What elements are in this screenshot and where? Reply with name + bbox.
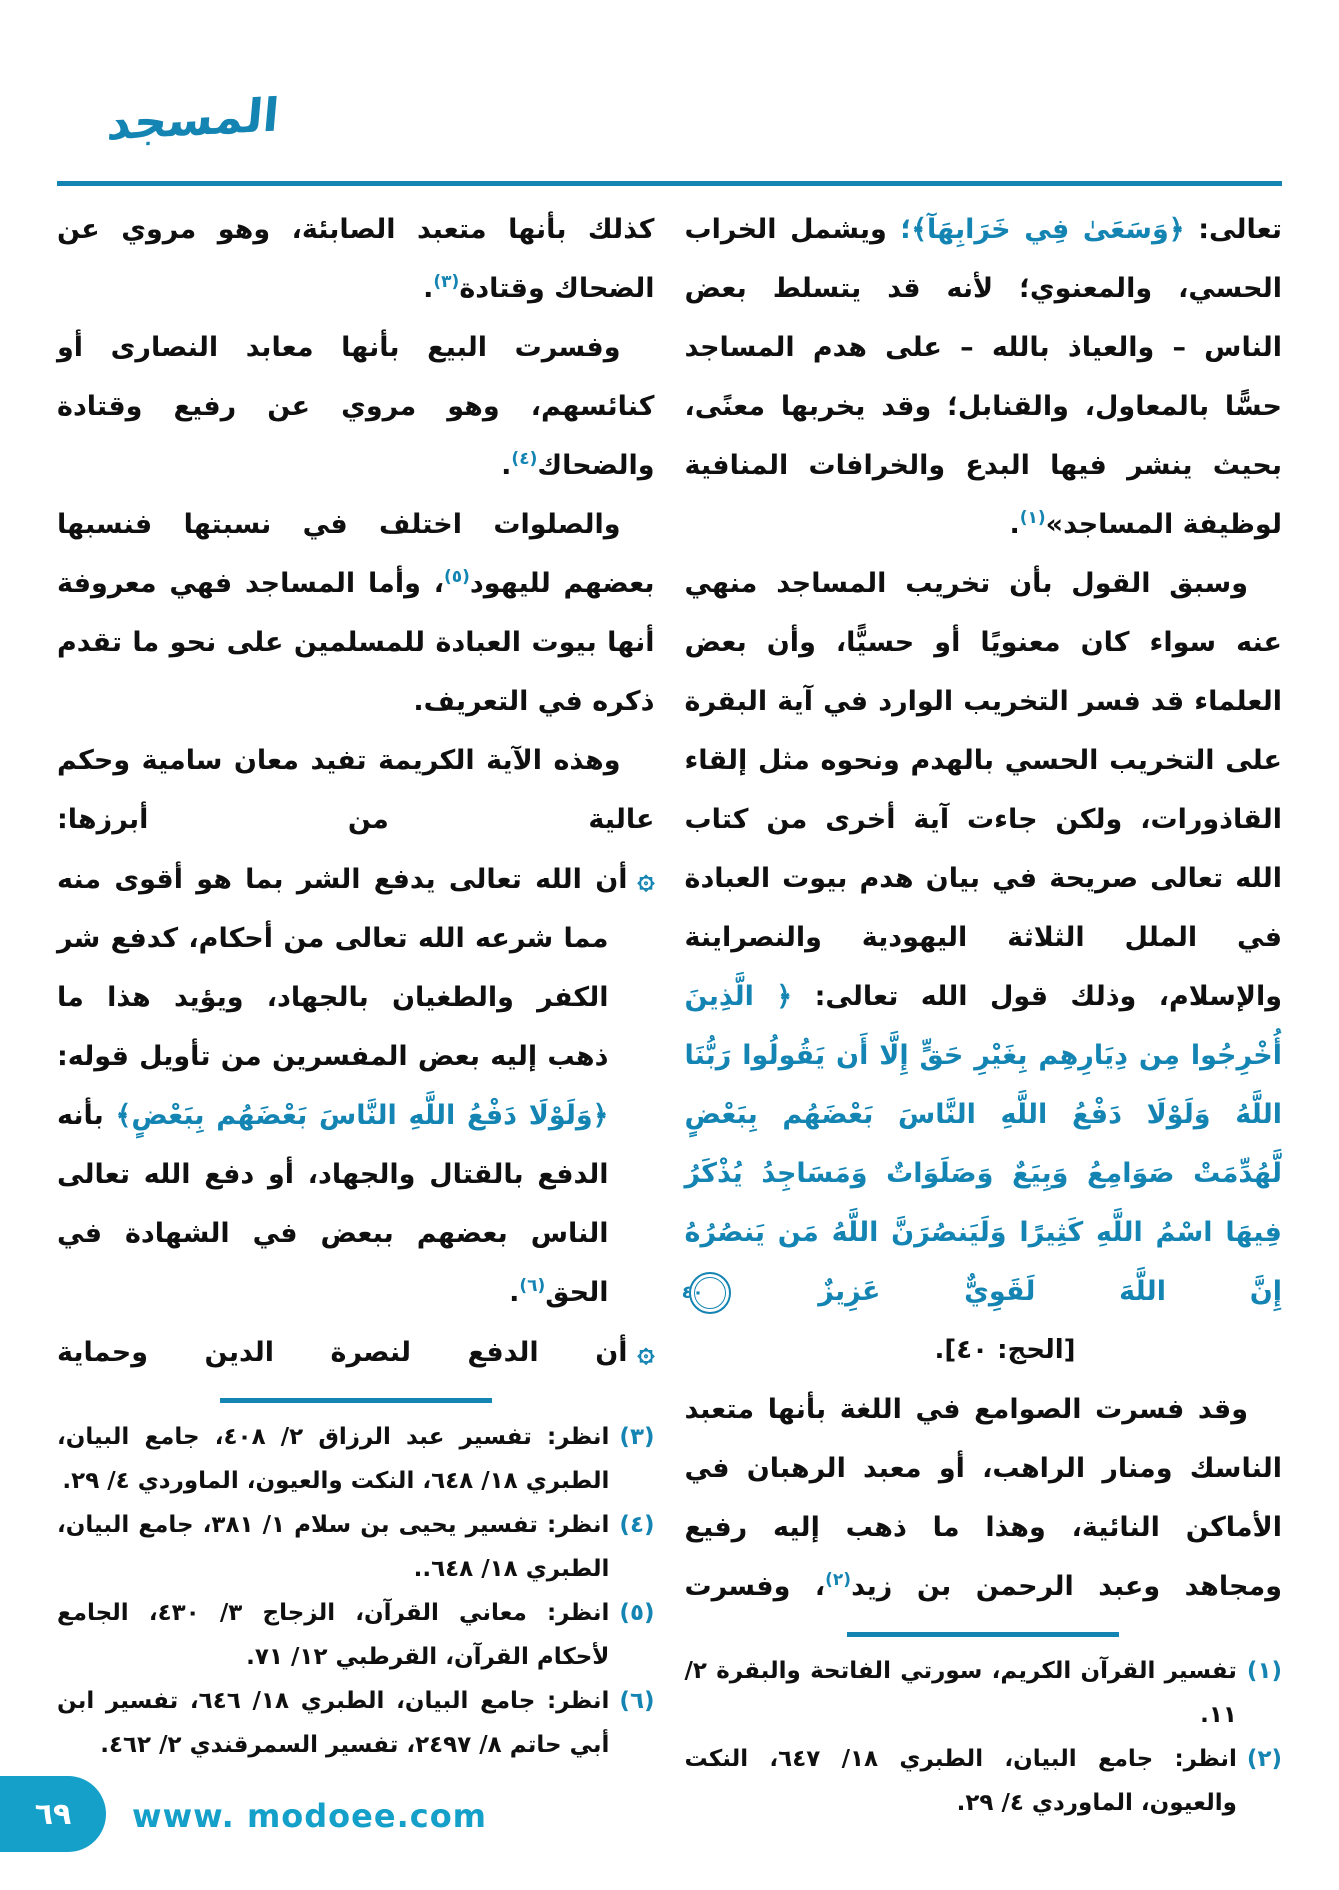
footnote-text: انظر: جامع البيان، الطبري ١٨/ ٦٤٧، النكت والعيون، الماوردي ٤/ ٢٩. bbox=[684, 1746, 1237, 1816]
footnote-number: (٥) bbox=[619, 1600, 655, 1626]
ayah-number-medallion: ٤٠ bbox=[689, 1272, 731, 1314]
body-text: بأنه الدفع بالقتال والجهاد، أو دفع الله تعالى الناس بعضهم ببعض في الشهادة في الحق bbox=[57, 1100, 609, 1308]
footnote-number: (٦) bbox=[619, 1688, 655, 1714]
quran-quote: ﴿ الَّذِينَ أُخْرِجُوا مِن دِيَارِهِم بِغَيْرِ حَقٍّ إِلَّا أَن يَقُولُوا رَبُّنَا اللَّهُ وَلَوْلَا دَفْعُ اللَّهِ النَّاسَ بَعْضَهُم بِبَعْضٍ لَّهُدِّمَتْ صَوَامِعُ وَبِيَعٌ وَصَلَوَاتٌ وَمَسَاجِدُ يُذْكَرُ فِيهَا اسْمُ اللَّهِ كَثِيرًا وَلَيَنصُرَنَّ اللَّهُ مَن يَنصُرُهُ إِنَّ اللَّهَ لَقَوِيٌّ عَزِيزٌ bbox=[684, 981, 1282, 1307]
two-column-layout bbox=[57, 200, 1282, 1825]
column-right bbox=[681, 200, 1283, 1825]
footnote-text: انظر: تفسير يحيى بن سلام ١/ ٣٨١، جامع البيان، الطبري ١٨/ ٦٤٨.. bbox=[57, 1512, 610, 1582]
bullet-paragraph bbox=[57, 1322, 655, 1382]
body-text: أن الله تعالى يدفع الشر بما هو أقوى منه مما شرعه الله تعالى من أحكام، كدفع شر الكفر والطغيان بالجهاد، ويؤيد هذا ما ذهب إليه بعض المفسرين من تأويل قوله: bbox=[57, 864, 628, 1072]
body-text: ، وأما المساجد فهي معروفة أنها بيوت العبادة للمسلمين على نحو ما تقدم ذكره في التعريف. bbox=[57, 568, 655, 717]
footnote-text: تفسير القرآن الكريم، سورتي الفاتحة والبقرة ٢/ ١١. bbox=[684, 1658, 1237, 1728]
footnote-marker: (٤) bbox=[511, 449, 538, 469]
footnote-item bbox=[685, 1649, 1283, 1737]
quran-quote: ﴿وَلَوْلَا دَفْعُ اللَّهِ النَّاسَ بَعْضَهُم بِبَعْضٍ﴾ bbox=[115, 1100, 609, 1131]
footnote-item bbox=[685, 1737, 1283, 1825]
paragraph bbox=[57, 200, 655, 318]
flower-bullet-icon: ۞ bbox=[637, 1334, 655, 1368]
paragraph bbox=[685, 1380, 1283, 1616]
flower-bullet-icon: ۞ bbox=[637, 861, 655, 895]
paragraph bbox=[685, 200, 1283, 554]
body-text: وهذه الآية الكريمة تفيد معان سامية وحكم عالية من أبرزها: bbox=[57, 745, 655, 835]
paragraph bbox=[57, 495, 655, 731]
paragraph bbox=[57, 318, 655, 495]
body-text: ، وفسرت bbox=[684, 1571, 826, 1602]
footnote-text: انظر: جامع البيان، الطبري ١٨/ ٦٤٦، تفسير ابن أبي حاتم ٨/ ٢٤٩٧، تفسير السمرقندي ٢/ ٤٦٢. bbox=[57, 1688, 610, 1758]
column-left bbox=[57, 200, 655, 1825]
footnote-text: انظر: تفسير عبد الرزاق ٢/ ٤٠٨، جامع البيان، الطبري ١٨/ ٦٤٨، النكت والعيون، الماوردي ٤/ ٢٩. bbox=[57, 1424, 610, 1494]
body-text: والصلوات اختلف في نسبتها فنسبها بعضهم لليهود bbox=[57, 509, 655, 599]
footnote-text: انظر: معاني القرآن، الزجاج ٣/ ٤٣٠، الجامع لأحكام القرآن، القرطبي ١٢/ ٧١. bbox=[57, 1600, 610, 1670]
footnote-marker: (٥) bbox=[443, 567, 470, 587]
page-number-tab bbox=[0, 1776, 106, 1852]
paragraph bbox=[681, 554, 1283, 1321]
paragraph bbox=[57, 731, 655, 849]
footnote-item bbox=[57, 1415, 655, 1503]
footnote-marker: (٢) bbox=[825, 1570, 852, 1590]
footnote-number: (٣) bbox=[619, 1424, 655, 1450]
footnote-item bbox=[57, 1591, 655, 1679]
quran-quote: ﴿وَسَعَىٰ فِي خَرَابِهَآ﴾؛ bbox=[900, 214, 1185, 245]
footnote-item bbox=[57, 1679, 655, 1767]
footnote-marker: (١) bbox=[1019, 508, 1046, 528]
body-text: وفسرت البيع بأنها معابد النصارى أو كنائسهم، وهو مروي عن رفيع وقتادة والضحاك bbox=[57, 332, 655, 481]
body-text: . bbox=[501, 450, 512, 481]
body-text: كذلك بأنها متعبد الصابئة، وهو مروي عن الضحاك وقتادة bbox=[57, 214, 655, 304]
footnote-number: (١) bbox=[1246, 1658, 1282, 1684]
footnote-separator bbox=[847, 1632, 1119, 1637]
footnote-number: (٢) bbox=[1246, 1746, 1282, 1772]
body-text: . bbox=[423, 273, 434, 304]
website-url[interactable]: www. modoee.com bbox=[132, 1797, 488, 1835]
verse-reference: [الحج: ٤٠]. bbox=[934, 1335, 1076, 1365]
footnote-marker: (٦) bbox=[519, 1276, 546, 1296]
page-header-title: المسجد bbox=[105, 87, 282, 151]
footnote-number: (٤) bbox=[619, 1512, 655, 1538]
footnote-separator bbox=[220, 1398, 492, 1403]
body-text: . bbox=[509, 1277, 520, 1308]
footnote-marker: (٣) bbox=[433, 272, 460, 292]
body-text: وقد فسرت الصوامع في اللغة بأنها متعبد الناسك ومنار الراهب، أو معبد الرهبان في الأماكن النائية، وهذا ما ذهب إليه رفيع ومجاهد وعبد الرحمن بن زيد bbox=[684, 1394, 1282, 1602]
footnotes-left bbox=[57, 1415, 655, 1767]
body-text: أن الدفع لنصرة الدين وحماية bbox=[57, 1337, 628, 1368]
body-text: تعالى: bbox=[1184, 214, 1282, 245]
bullet-paragraph bbox=[57, 849, 655, 1322]
body-text: ويشمل الخراب الحسي، والمعنوي؛ لأنه قد يتسلط بعض الناس – والعياذ بالله – على هدم المساجد حسًّا بالمعاول، والقنابل؛ وقد يخربها معنًى، بحيث ينشر فيها البدع والخرافات المنافية لوظيفة المساجد» bbox=[684, 214, 1282, 540]
body-text: . bbox=[1009, 509, 1020, 540]
page-number: ٦٩ bbox=[34, 1796, 72, 1832]
footnotes-right bbox=[685, 1649, 1283, 1825]
body-text: وسبق القول بأن تخريب المساجد منهي عنه سواء كان معنويًا أو حسيًّا، وأن بعض العلماء قد فسر التخريب الوارد في آية البقرة على التخريب الحسي بالهدم ونحوه مثل إلقاء القاذورات، ولكن جاءت آية أخرى من كتاب الله تعالى صريحة في بيان هدم بيوت العبادة في الملل الثلاثة اليهودية والنصراينة والإسلام، وذلك قول الله تعالى: bbox=[684, 568, 1282, 1012]
footnote-item bbox=[57, 1503, 655, 1591]
header-divider bbox=[57, 181, 1282, 186]
